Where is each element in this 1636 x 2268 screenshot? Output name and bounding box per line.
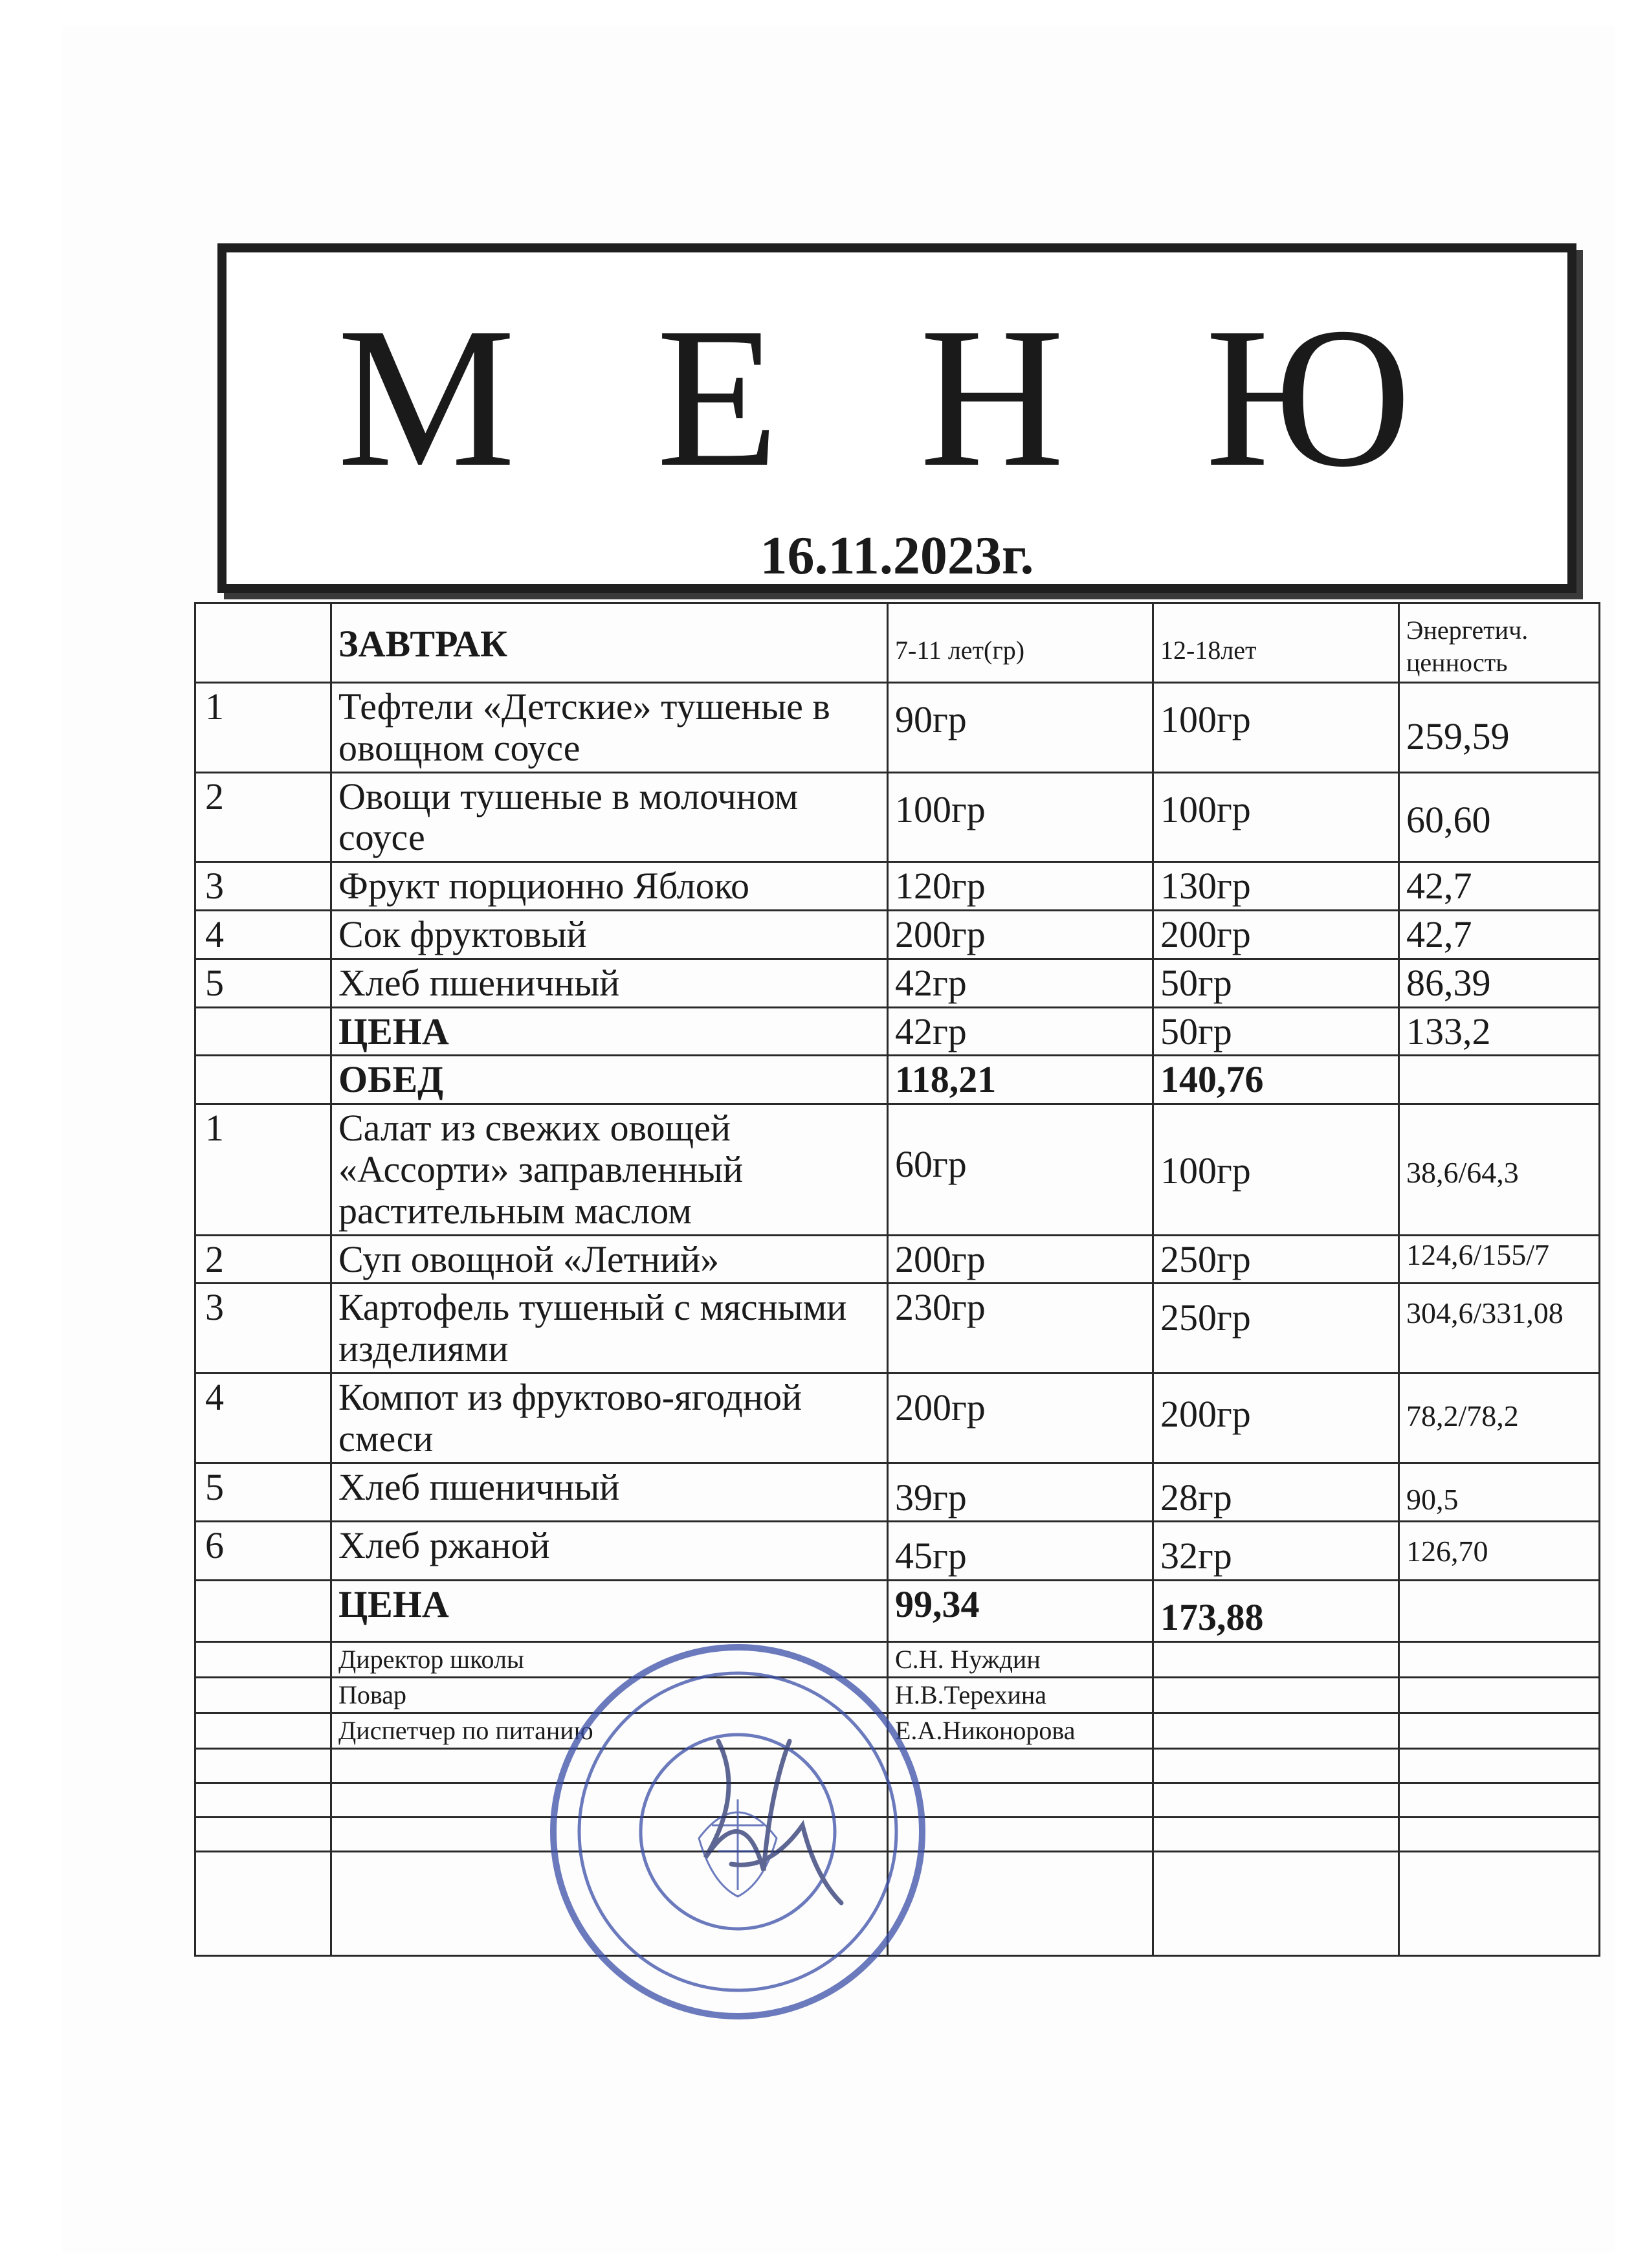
portion-12-18: 250гр	[1153, 1284, 1399, 1373]
column-age-7-11: 7-11 лет(гр)	[888, 603, 1153, 683]
portion-7-11: 42гр	[888, 959, 1153, 1007]
signature-name: Е.А.Никонорова	[888, 1713, 1153, 1748]
table-row	[195, 862, 1600, 911]
portion-12-18: 200гр	[1153, 1373, 1399, 1463]
empty-row	[195, 1851, 1600, 1955]
dish-name: Фрукт порционно Яблоко	[331, 862, 888, 911]
row-number: 3	[195, 1284, 331, 1373]
portion-12-18: 100гр	[1153, 683, 1399, 773]
price-12-18-label: 50гр	[1153, 1007, 1399, 1056]
lunch-price-12-18: 173,88	[1153, 1581, 1399, 1642]
row-number: 2	[195, 1235, 331, 1284]
table-row	[195, 1284, 1600, 1373]
signature-role: Диспетчер по питанию	[331, 1713, 888, 1748]
dish-name: Суп овощной «Летний»	[331, 1235, 888, 1284]
table-row	[195, 1373, 1600, 1463]
dish-name: Хлеб пшеничный	[331, 1463, 888, 1522]
portion-12-18: 50гр	[1153, 959, 1399, 1007]
portion-7-11: 200гр	[888, 910, 1153, 959]
signature-row	[195, 1713, 1600, 1748]
row-number: 4	[195, 910, 331, 959]
dish-name: Картофель тушеный с мясными изделиями	[331, 1284, 888, 1373]
lunch-header-row	[195, 1056, 1600, 1104]
portion-7-11: 90гр	[888, 683, 1153, 773]
energy-value: 259,59	[1399, 683, 1600, 773]
dish-name: Тефтели «Детские» тушеные в овощном соусе	[331, 683, 888, 773]
price-7-11-label: 42гр	[888, 1007, 1153, 1056]
dish-name: Компот из фруктово-ягодной смеси	[331, 1373, 888, 1463]
signature-row	[195, 1641, 1600, 1677]
lunch-title: ОБЕД	[331, 1056, 888, 1104]
portion-7-11: 230гр	[888, 1284, 1153, 1373]
menu-title: М Е Н Ю	[337, 287, 1457, 509]
signature-role: Повар	[331, 1677, 888, 1713]
empty-row	[195, 1783, 1600, 1817]
portion-12-18: 28гр	[1153, 1463, 1399, 1522]
energy-value: 42,7	[1399, 910, 1600, 959]
table-row	[195, 772, 1600, 862]
dish-name: Хлеб ржаной	[331, 1522, 888, 1581]
row-number: 4	[195, 1373, 331, 1463]
table-row	[195, 1522, 1600, 1581]
portion-12-18: 32гр	[1153, 1522, 1399, 1581]
energy-value: 60,60	[1399, 772, 1600, 862]
lunch-price-7-11: 99,34	[888, 1581, 1153, 1642]
signature-row	[195, 1677, 1600, 1713]
empty-row	[195, 1817, 1600, 1851]
energy-value: 126,70	[1399, 1522, 1600, 1581]
menu-table	[194, 602, 1600, 1957]
breakfast-title: ЗАВТРАК	[331, 603, 888, 683]
column-age-12-18: 12-18лет	[1153, 603, 1399, 683]
portion-7-11: 120гр	[888, 862, 1153, 911]
energy-value: 78,2/78,2	[1399, 1373, 1600, 1463]
price-energy: 133,2	[1399, 1007, 1600, 1056]
portion-7-11: 39гр	[888, 1463, 1153, 1522]
row-number: 6	[195, 1522, 331, 1581]
breakfast-header-row	[195, 603, 1600, 683]
portion-7-11: 45гр	[888, 1522, 1153, 1581]
table-row	[195, 959, 1600, 1007]
row-number: 5	[195, 959, 331, 1007]
dish-name: Хлеб пшеничный	[331, 959, 888, 1007]
energy-value: 304,6/331,08	[1399, 1284, 1600, 1373]
menu-date: 16.11.2023г.	[760, 526, 1034, 586]
energy-value: 42,7	[1399, 862, 1600, 911]
portion-7-11: 60гр	[888, 1104, 1153, 1235]
signature-role: Директор школы	[331, 1641, 888, 1677]
empty-row	[195, 1748, 1600, 1783]
portion-12-18: 100гр	[1153, 772, 1399, 862]
portion-12-18: 200гр	[1153, 910, 1399, 959]
energy-value: 38,6/64,3	[1399, 1104, 1600, 1235]
table-row	[195, 1104, 1600, 1235]
dish-name: Овощи тушеные в молочном соусе	[331, 772, 888, 862]
table-row	[195, 1463, 1600, 1522]
signature-name: С.Н. Нуждин	[888, 1641, 1153, 1677]
portion-12-18: 130гр	[1153, 862, 1399, 911]
breakfast-price-row	[195, 1007, 1600, 1056]
energy-value: 124,6/155/7	[1399, 1235, 1600, 1284]
row-number: 3	[195, 862, 331, 911]
portion-12-18: 100гр	[1153, 1104, 1399, 1235]
price-label: ЦЕНА	[331, 1581, 888, 1642]
row-number: 5	[195, 1463, 331, 1522]
signature-name: Н.В.Терехина	[888, 1677, 1153, 1713]
table-row	[195, 1235, 1600, 1284]
energy-value: 90,5	[1399, 1463, 1600, 1522]
row-number: 1	[195, 683, 331, 773]
row-number: 2	[195, 772, 331, 862]
title-box	[217, 243, 1576, 593]
column-energy: Энергетич. ценность	[1399, 603, 1600, 683]
portion-7-11: 100гр	[888, 772, 1153, 862]
portion-7-11: 200гр	[888, 1373, 1153, 1463]
lunch-price-row	[195, 1581, 1600, 1642]
energy-value: 86,39	[1399, 959, 1600, 1007]
price-label: ЦЕНА	[331, 1007, 888, 1056]
table-row	[195, 910, 1600, 959]
breakfast-price-12-18: 140,76	[1153, 1056, 1399, 1104]
dish-name: Салат из свежих овощей «Ассорти» заправленный растительным маслом	[331, 1104, 888, 1235]
portion-12-18: 250гр	[1153, 1235, 1399, 1284]
row-number: 1	[195, 1104, 331, 1235]
breakfast-price-7-11: 118,21	[888, 1056, 1153, 1104]
dish-name: Сок фруктовый	[331, 910, 888, 959]
portion-7-11: 200гр	[888, 1235, 1153, 1284]
table-row	[195, 683, 1600, 773]
